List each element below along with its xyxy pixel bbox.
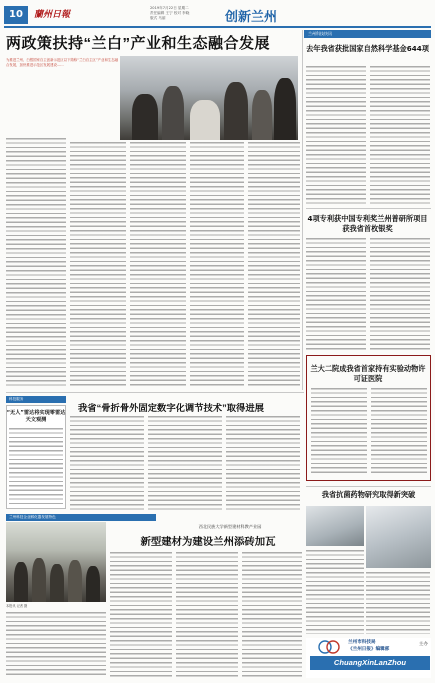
right-column-tag: 兰州科技快讯 (304, 30, 431, 38)
middle-body-a (70, 416, 144, 510)
sidebar-headline: “无人”雷达将实现零雷达天文观测 (6, 410, 66, 423)
divider (306, 486, 431, 487)
lead-body-col4 (190, 142, 244, 388)
story2-body-a (306, 238, 366, 350)
sponsor-line2: 《兰州日报》编辑部 (348, 646, 390, 652)
story3-body-a (311, 388, 367, 476)
story1-body-b (370, 66, 430, 206)
bottom-body-c (176, 552, 238, 678)
highlight-box (306, 355, 431, 481)
story4-photo-right (366, 506, 431, 568)
sidebar-body (9, 428, 63, 506)
meta-layout: 版式 马丽 (150, 16, 166, 20)
masthead (0, 0, 435, 28)
lead-body-col2 (70, 142, 126, 388)
lead-headline: 两政策扶持“兰白”产业和生态融合发展 (6, 35, 271, 52)
lead-photo (120, 56, 298, 140)
bottom-photo-caption: 本报讯 记者 摄 (6, 604, 28, 608)
middle-body-b (148, 416, 222, 510)
sponsor-suffix: 主办 (418, 642, 428, 647)
lead-body-col1 (6, 138, 66, 388)
paper-logo: 蘭州日報 (34, 10, 71, 20)
story4-body-b (366, 572, 430, 634)
story3-body-b (371, 388, 427, 476)
story3-headline: 兰大二院成我省首家持有实验动物许可证医院 (310, 364, 426, 383)
story4-photo-left (306, 506, 364, 546)
bottom-tag: 兰州科技企业孵化器发展特色 (6, 514, 156, 521)
section-title: 创新兰州 (225, 9, 278, 24)
divider (6, 392, 304, 393)
column-divider (302, 30, 303, 390)
bottom-photo (6, 522, 106, 602)
issue-meta (150, 6, 220, 21)
divider (306, 208, 431, 209)
sponsor-line1: 兰州市科技局 (348, 640, 376, 645)
bottom-body-b (110, 552, 172, 678)
middle-tag: 科技服务 (6, 396, 66, 403)
lead-body-col3 (130, 142, 186, 388)
bottom-headline: 新型建材为建设兰州添砖加瓦 (140, 537, 276, 548)
bottom-body-a (6, 612, 106, 678)
story1-body-a (306, 66, 366, 206)
middle-body-c (226, 416, 300, 510)
middle-headline: 我省“骨折骨外固定数字化调节技术”取得进展 (78, 403, 264, 413)
page-number: 10 (4, 6, 28, 24)
story1-headline: 去年我省获批国家自然科学基金644项 (306, 44, 429, 53)
masthead-rule (4, 26, 431, 28)
story2-headline: 4项专利获中国专利奖兰州普研所项目获我省首枚银奖 (307, 214, 428, 233)
bottom-body-d (242, 552, 302, 678)
sponsor-logo-icon (318, 640, 340, 654)
meta-date: 2019年7月22日 星期二 (150, 6, 189, 10)
lead-intro: 为推进兰州、白银国家自主创新示范区以下简称“兰白自主区”产业和生态融合发展，加快推进示范区发展建设…… (6, 58, 119, 68)
story4-body-a (306, 550, 364, 634)
footer-sponsor (348, 640, 428, 653)
meta-editors: 责任编辑 王宁 校对 李晓 (150, 11, 190, 15)
bottom-kicker: 西北民族大学新型建材科教产业园 (198, 524, 262, 529)
story4-headline: 我省抗菌药物研究取得新突破 (321, 490, 416, 499)
lead-body-col5 (248, 142, 300, 388)
footer-brand: ChuangXinLanZhou (310, 656, 430, 670)
story2-body-b (370, 238, 430, 350)
